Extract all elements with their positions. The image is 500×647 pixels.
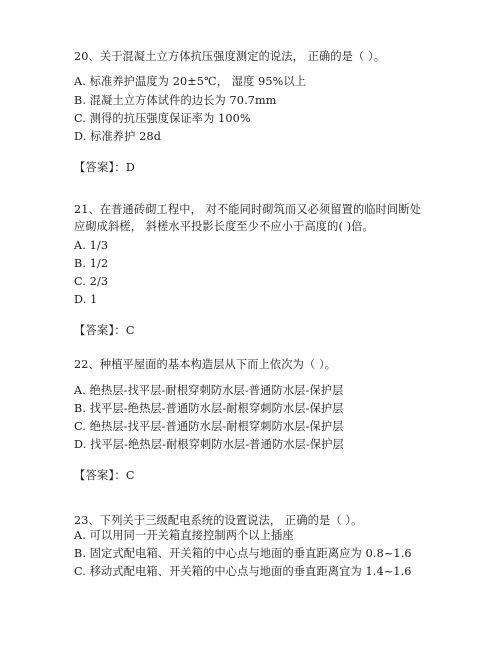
question-21-answer: 【答案】：C [74, 324, 135, 337]
question-21-option-c: C. 2/3 [74, 275, 109, 288]
question-23-option-c: C. 移动式配电箱、开关箱的中心点与地面的垂直距离宜为 1.4~1.6 [74, 565, 412, 578]
question-22-option-b: B. 找平层-绝热层-普通防水层-耐根穿刺防水层-保护层 [74, 402, 344, 415]
question-22-stem: 22、种植平屋面的基本构造层从下而上依次为（ ）。 [74, 358, 337, 371]
question-20-option-c: C. 测得的抗压强度保证率为 100% [74, 112, 251, 125]
question-22-answer: 【答案】：C [74, 469, 135, 482]
question-21-option-a: A. 1/3 [74, 239, 109, 252]
question-20-option-d: D. 标准养护 28d [74, 130, 162, 143]
question-22-option-a: A. 绝热层-找平层-耐根穿刺防水层-普通防水层-保护层 [74, 384, 344, 397]
question-20-stem: 20、关于混凝土立方体抗压强度测定的说法， 正确的是（ ）。 [74, 50, 386, 63]
question-23-option-b: B. 固定式配电箱、开关箱的中心点与地面的垂直距离应为 0.8~1.6 [74, 547, 412, 560]
question-22-option-d: D. 找平层-绝热层-耐根穿刺防水层-普通防水层-保护层 [74, 438, 344, 451]
question-20-option-a: A. 标准养护温度为 20±5℃， 湿度 95%以上 [74, 75, 307, 88]
question-20-option-b: B. 混凝土立方体试件的边长为 70.7mm [74, 94, 277, 107]
question-23-stem: 23、下列关于三级配电系统的设置说法， 正确的是（ ）。 [74, 514, 363, 527]
question-21-stem-line-1: 21、在普通砖砌工程中， 对不能同时砌筑而又必须留置的临时间断处 [74, 203, 422, 216]
question-22-option-c: C. 绝热层-找平层-普通防水层-耐根穿刺防水层-保护层 [74, 420, 344, 433]
question-23-option-a: A. 可以用同一开关箱直接控制两个以上插座 [74, 529, 294, 542]
question-21-option-d: D. 1 [74, 293, 98, 306]
question-21-stem-line-2: 应砌成斜槎， 斜槎水平投影长度至少不应小于高度的( )倍。 [74, 220, 374, 233]
question-20-answer: 【答案】：D [74, 161, 136, 174]
question-21-option-b: B. 1/2 [74, 257, 109, 270]
